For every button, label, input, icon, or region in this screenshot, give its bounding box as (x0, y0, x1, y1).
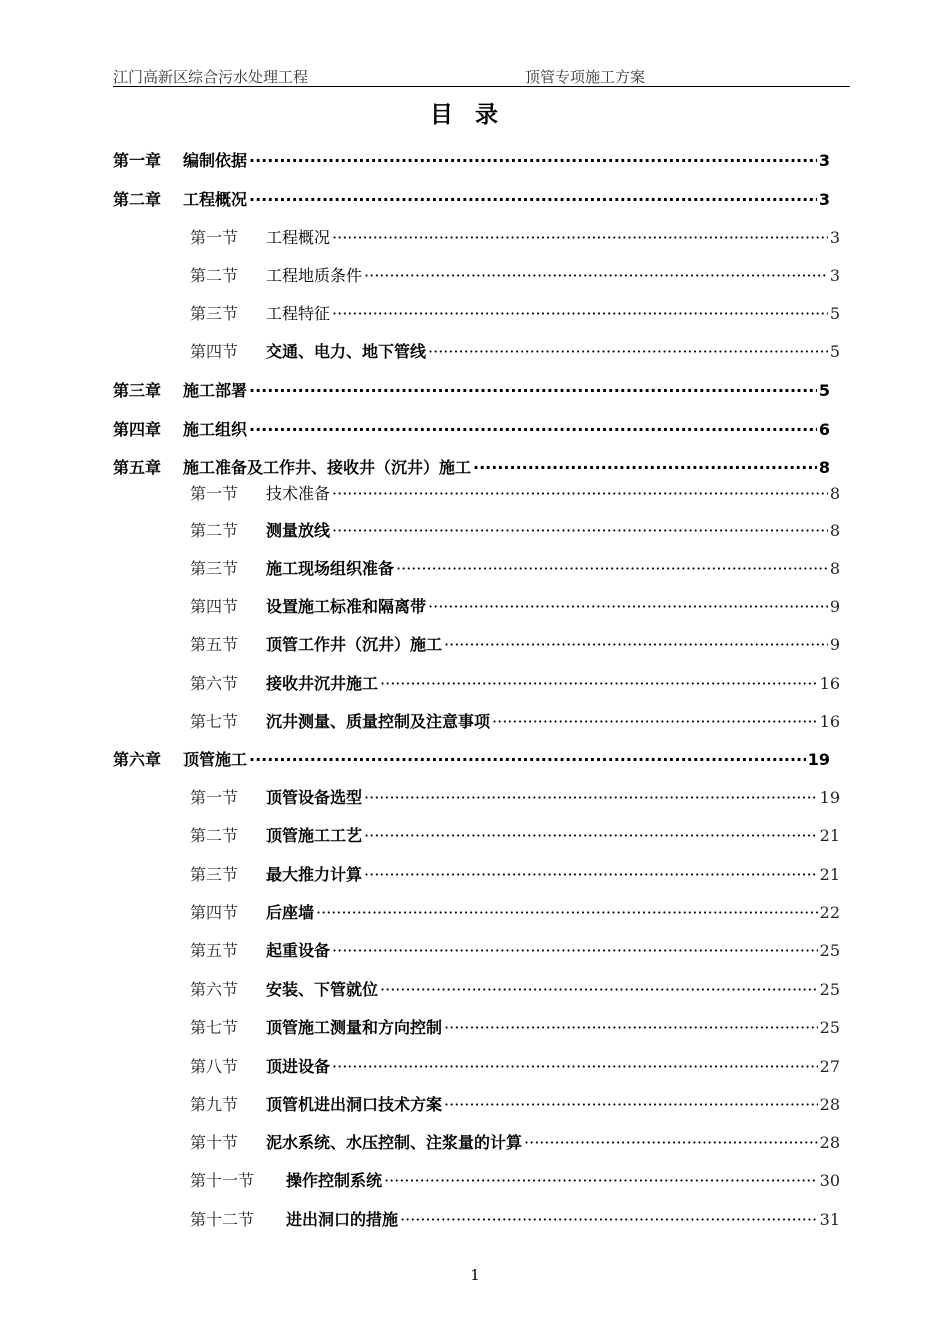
toc-dot-leader (249, 419, 817, 441)
toc-entry-number: 第三章 (113, 381, 162, 400)
toc-entry-page: 27 (819, 1057, 840, 1076)
toc-dot-leader (364, 864, 818, 886)
toc-entry-number: 第六章 (113, 750, 162, 769)
toc-dot-leader (332, 940, 818, 962)
toc-entry-page: 31 (819, 1210, 840, 1229)
toc-entry-number: 第五章 (113, 458, 162, 477)
toc-entry-title: 顶管设备选型 (266, 788, 363, 807)
toc-dot-leader (332, 1056, 818, 1078)
toc-entry-page: 28 (819, 1133, 840, 1152)
toc-entry-number: 第七节 (190, 712, 239, 731)
toc-section-entry[interactable] (190, 1056, 840, 1078)
toc-entry-page: 3 (829, 266, 840, 285)
toc-entry-title: 安装、下管就位 (266, 980, 379, 999)
toc-section-entry[interactable] (190, 1209, 840, 1231)
toc-entry-title: 工程概况 (183, 190, 248, 209)
toc-section-entry[interactable] (190, 1132, 840, 1154)
toc-section-entry[interactable] (190, 864, 840, 886)
toc-entry-number: 第三节 (190, 559, 239, 578)
toc-entry-page: 6 (818, 420, 830, 439)
toc-entry-page: 5 (818, 381, 830, 400)
toc-entry-number: 第一章 (113, 151, 162, 170)
toc-entry-title: 顶管施工测量和方向控制 (266, 1018, 443, 1037)
toc-entry-page: 25 (819, 1018, 840, 1037)
toc-entry-title: 接收井沉井施工 (266, 674, 379, 693)
toc-section-entry[interactable] (190, 787, 840, 809)
toc-dot-leader (396, 558, 828, 580)
toc-dot-leader (444, 634, 828, 656)
page-title: 目录 (430, 102, 520, 128)
toc-section-entry[interactable] (190, 265, 840, 287)
toc-dot-leader (249, 749, 806, 771)
toc-section-entry[interactable] (190, 711, 840, 733)
toc-entry-title: 起重设备 (266, 941, 331, 960)
toc-entry-title: 泥水系统、水压控制、注浆量的计算 (266, 1133, 523, 1152)
toc-entry-title: 施工部署 (183, 381, 248, 400)
toc-entry-title: 施工组织 (183, 420, 248, 439)
toc-entry-number: 第四节 (190, 342, 239, 361)
toc-entry-page: 25 (819, 941, 840, 960)
toc-section-entry[interactable] (190, 341, 840, 363)
toc-entry-number: 第五节 (190, 941, 239, 960)
toc-entry-number: 第三节 (190, 865, 239, 884)
toc-entry-page: 8 (829, 559, 840, 578)
toc-entry-page: 21 (819, 826, 840, 845)
toc-section-entry[interactable] (190, 227, 840, 249)
toc-entry-title: 操作控制系统 (286, 1171, 383, 1190)
toc-dot-leader (384, 1170, 818, 1192)
toc-section-entry[interactable] (190, 483, 840, 505)
toc-entry-number: 第二节 (190, 826, 239, 845)
toc-dot-leader (249, 189, 817, 211)
toc-entry-page: 5 (829, 342, 840, 361)
toc-dot-leader (316, 902, 818, 924)
toc-section-entry[interactable] (190, 673, 840, 695)
toc-dot-leader (380, 979, 818, 1001)
toc-entry-number: 第三节 (190, 304, 239, 323)
toc-section-entry[interactable] (190, 1170, 840, 1192)
toc-dot-leader (400, 1209, 818, 1231)
toc-dot-leader (473, 457, 817, 479)
toc-entry-number: 第十节 (190, 1133, 239, 1152)
toc-entry-title: 顶进设备 (266, 1057, 331, 1076)
toc-entry-page: 22 (819, 903, 840, 922)
toc-entry-page: 3 (818, 151, 830, 170)
toc-entry-number: 第六节 (190, 980, 239, 999)
toc-entry-number: 第九节 (190, 1095, 239, 1114)
toc-entry-number: 第七节 (190, 1018, 239, 1037)
toc-dot-leader (249, 380, 817, 402)
toc-entry-number: 第五节 (190, 635, 239, 654)
toc-dot-leader (332, 483, 828, 505)
toc-entry-number: 第八节 (190, 1057, 239, 1076)
toc-entry-title: 施工准备及工作井、接收井（沉井）施工 (183, 458, 472, 477)
toc-entry-page: 3 (829, 228, 840, 247)
toc-chapter-entry[interactable] (113, 749, 830, 771)
toc-dot-leader (364, 265, 828, 287)
toc-dot-leader (428, 341, 828, 363)
toc-entry-title: 工程概况 (266, 228, 331, 247)
toc-dot-leader (444, 1094, 818, 1116)
toc-entry-title: 顶管工作井（沉井）施工 (266, 635, 443, 654)
toc-entry-title: 设置施工标准和隔离带 (266, 597, 427, 616)
toc-entry-number: 第十一节 (190, 1171, 255, 1190)
toc-entry-page: 8 (829, 521, 840, 540)
toc-entry-number: 第二节 (190, 266, 239, 285)
toc-section-entry[interactable] (190, 979, 840, 1001)
toc-entry-title: 最大推力计算 (266, 865, 363, 884)
toc-entry-number: 第一节 (190, 228, 239, 247)
toc-section-entry[interactable] (190, 596, 840, 618)
toc-entry-title: 编制依据 (183, 151, 248, 170)
toc-entry-page: 28 (819, 1095, 840, 1114)
toc-entry-title: 沉井测量、质量控制及注意事项 (266, 712, 491, 731)
toc-dot-leader (380, 673, 818, 695)
toc-chapter-entry[interactable] (113, 457, 830, 479)
toc-entry-page: 25 (819, 980, 840, 999)
toc-entry-number: 第二节 (190, 521, 239, 540)
toc-entry-title: 测量放线 (266, 521, 331, 540)
page-header (113, 66, 850, 87)
toc-entry-number: 第四章 (113, 420, 162, 439)
toc-chapter-entry[interactable] (113, 150, 830, 172)
toc-entry-page: 19 (819, 788, 840, 807)
toc-dot-leader (428, 596, 828, 618)
toc-section-entry[interactable] (190, 1094, 840, 1116)
toc-entry-page: 16 (819, 712, 840, 731)
toc-entry-title: 顶管施工工艺 (266, 826, 363, 845)
toc-entry-title: 交通、电力、地下管线 (266, 342, 427, 361)
toc-entry-page: 8 (829, 484, 840, 503)
toc-dot-leader (249, 150, 817, 172)
toc-section-entry[interactable] (190, 1017, 840, 1039)
toc-dot-leader (364, 787, 818, 809)
toc-entry-page: 21 (819, 865, 840, 884)
toc-dot-leader (364, 825, 818, 847)
toc-dot-leader (524, 1132, 818, 1154)
page-number: 1 (470, 1266, 480, 1284)
header-document-name: 顶管专项施工方案 (525, 68, 646, 86)
toc-dot-leader (444, 1017, 818, 1039)
toc-section-entry[interactable] (190, 902, 840, 924)
toc-entry-number: 第六节 (190, 674, 239, 693)
toc-section-entry[interactable] (190, 520, 840, 542)
toc-entry-number: 第十二节 (190, 1210, 255, 1229)
toc-entry-title: 工程地质条件 (266, 266, 363, 285)
toc-entry-page: 5 (829, 304, 840, 323)
toc-chapter-entry[interactable] (113, 380, 830, 402)
toc-entry-page: 9 (829, 635, 840, 654)
toc-section-entry[interactable] (190, 558, 840, 580)
toc-entry-title: 施工现场组织准备 (266, 559, 395, 578)
toc-chapter-entry[interactable] (113, 419, 830, 441)
toc-section-entry[interactable] (190, 825, 840, 847)
toc-entry-page: 30 (819, 1171, 840, 1190)
toc-section-entry[interactable] (190, 940, 840, 962)
toc-entry-number: 第四节 (190, 597, 239, 616)
header-project-name: 江门高新区综合污水处理工程 (113, 68, 309, 86)
toc-dot-leader (332, 227, 828, 249)
toc-entry-number: 第四节 (190, 903, 239, 922)
toc-entry-number: 第一节 (190, 788, 239, 807)
toc-entry-page: 3 (818, 190, 830, 209)
toc-dot-leader (332, 520, 828, 542)
toc-entry-title: 技术准备 (266, 484, 331, 503)
toc-entry-page: 19 (807, 750, 830, 769)
toc-dot-leader (332, 303, 828, 325)
toc-entry-number: 第一节 (190, 484, 239, 503)
toc-section-entry[interactable] (190, 303, 840, 325)
toc-section-entry[interactable] (190, 634, 840, 656)
toc-dot-leader (492, 711, 818, 733)
toc-entry-title: 进出洞口的措施 (286, 1210, 399, 1229)
toc-entry-page: 9 (829, 597, 840, 616)
toc-entry-title: 顶管施工 (183, 750, 248, 769)
toc-entry-number: 第二章 (113, 190, 162, 209)
toc-entry-page: 8 (818, 458, 830, 477)
toc-chapter-entry[interactable] (113, 189, 830, 211)
toc-entry-title: 顶管机进出洞口技术方案 (266, 1095, 443, 1114)
toc-entry-title: 工程特征 (266, 304, 331, 323)
toc-entry-page: 16 (819, 674, 840, 693)
toc-entry-title: 后座墙 (266, 903, 315, 922)
